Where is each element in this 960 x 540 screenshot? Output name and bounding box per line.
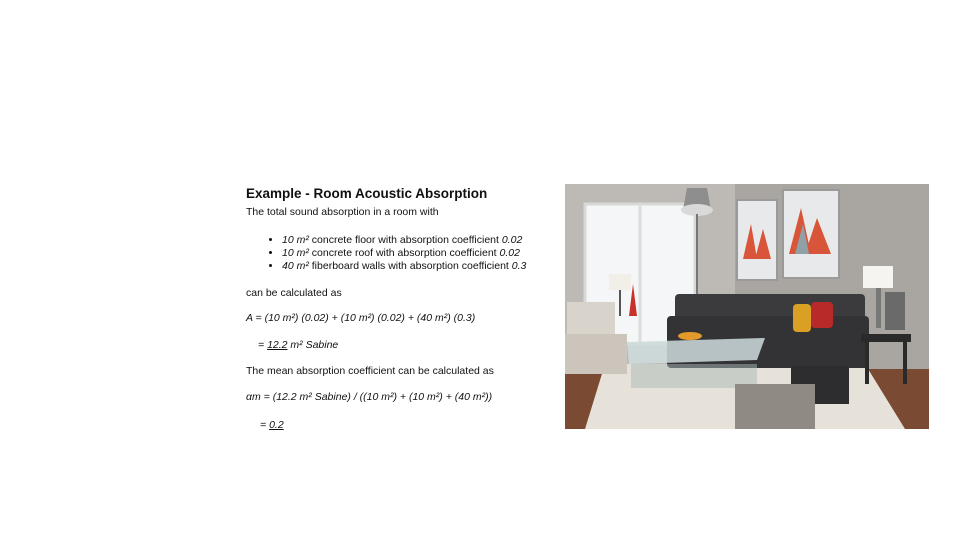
- item-quantity: 40 m²: [282, 260, 312, 272]
- item-material: concrete floor with absorption coefficient: [311, 234, 502, 246]
- mean-result: [260, 419, 284, 431]
- item-coefficient: 0.3: [511, 260, 527, 272]
- list-item: [282, 247, 526, 260]
- example-title: Example - Room Acoustic Absorption: [246, 186, 488, 201]
- surface-list: [266, 234, 526, 273]
- result-unit: m² Sabine: [287, 339, 339, 351]
- item-coefficient: 0.02: [501, 234, 523, 246]
- item-material: fiberboard walls with absorption coefficient: [311, 260, 512, 272]
- calc-text: can be calculated as: [246, 287, 342, 299]
- mean-equation: αm = (12.2 m² Sabine) / ((10 m²) + (10 m²) + (40 m²)): [246, 391, 493, 403]
- mean-result-prefix: =: [260, 419, 270, 431]
- list-item: [282, 234, 526, 247]
- absorption-result: [258, 339, 338, 351]
- mean-result-value: 0.2: [269, 419, 284, 431]
- living-room-photo: [565, 184, 929, 429]
- result-prefix: =: [258, 339, 268, 351]
- item-material: concrete roof with absorption coefficient: [311, 247, 500, 259]
- mean-text: The mean absorption coefficient can be calculated as: [246, 365, 494, 377]
- acoustic-example-text: [246, 186, 546, 436]
- intro-text: The total sound absorption in a room with: [246, 206, 439, 218]
- absorption-equation: A = (10 m²) (0.02) + (10 m²) (0.02) + (40 m²) (0.3): [246, 312, 476, 324]
- item-quantity: 10 m²: [282, 234, 312, 246]
- item-coefficient: 0.02: [499, 247, 520, 259]
- list-item: [282, 260, 526, 273]
- result-value: 12.2: [267, 339, 288, 351]
- item-quantity: 10 m²: [282, 247, 312, 259]
